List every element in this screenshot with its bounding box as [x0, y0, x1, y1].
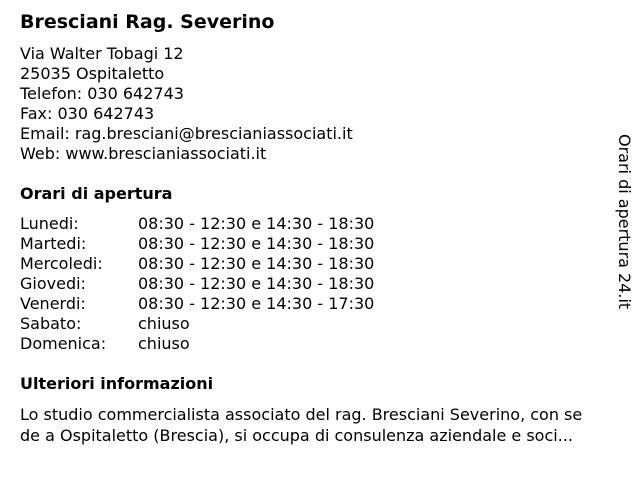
- opening-hours-heading: Orari di apertura: [20, 184, 173, 203]
- email-line: Email: rag.bresciani@brescianiassociati.it: [20, 124, 353, 143]
- day-label: Lunedi:: [20, 214, 79, 233]
- hours-value: chiuso: [138, 334, 190, 353]
- web-line: Web: www.brescianiassociati.it: [20, 144, 267, 163]
- day-label: Martedi:: [20, 234, 87, 253]
- day-label: Giovedi:: [20, 274, 86, 293]
- description: [20, 404, 632, 446]
- description-line: de a Ospitaletto (Brescia), si occupa di consulenza aziendale e soci...: [20, 426, 573, 445]
- day-label: Domenica:: [20, 334, 107, 353]
- more-info-heading: Ulteriori informazioni: [20, 374, 214, 393]
- fax-line: Fax: 030 642743: [20, 104, 155, 123]
- day-label: Sabato:: [20, 314, 82, 333]
- phone-line: Telefon: 030 642743: [20, 84, 184, 103]
- hours-value: 08:30 - 12:30 e 14:30 - 18:30: [138, 214, 375, 233]
- business-name: Bresciani Rag. Severino: [20, 11, 275, 33]
- city-line: 25035 Ospitaletto: [20, 64, 165, 83]
- watermark-text: Orari di apertura 24.it: [615, 134, 634, 310]
- hours-value: 08:30 - 12:30 e 14:30 - 18:30: [138, 274, 375, 293]
- hours-value: 08:30 - 12:30 e 14:30 - 17:30: [138, 294, 375, 313]
- hours-value: 08:30 - 12:30 e 14:30 - 18:30: [138, 234, 375, 253]
- hours-value: chiuso: [138, 314, 190, 333]
- description-line: Lo studio commercialista associato del rag. Bresciani Severino, con se: [20, 405, 583, 424]
- hours-value: 08:30 - 12:30 e 14:30 - 18:30: [138, 254, 375, 273]
- day-label: Mercoledi:: [20, 254, 103, 273]
- contact-details: [20, 44, 353, 164]
- address-line: Via Walter Tobagi 12: [20, 44, 184, 63]
- day-label: Venerdi:: [20, 294, 86, 313]
